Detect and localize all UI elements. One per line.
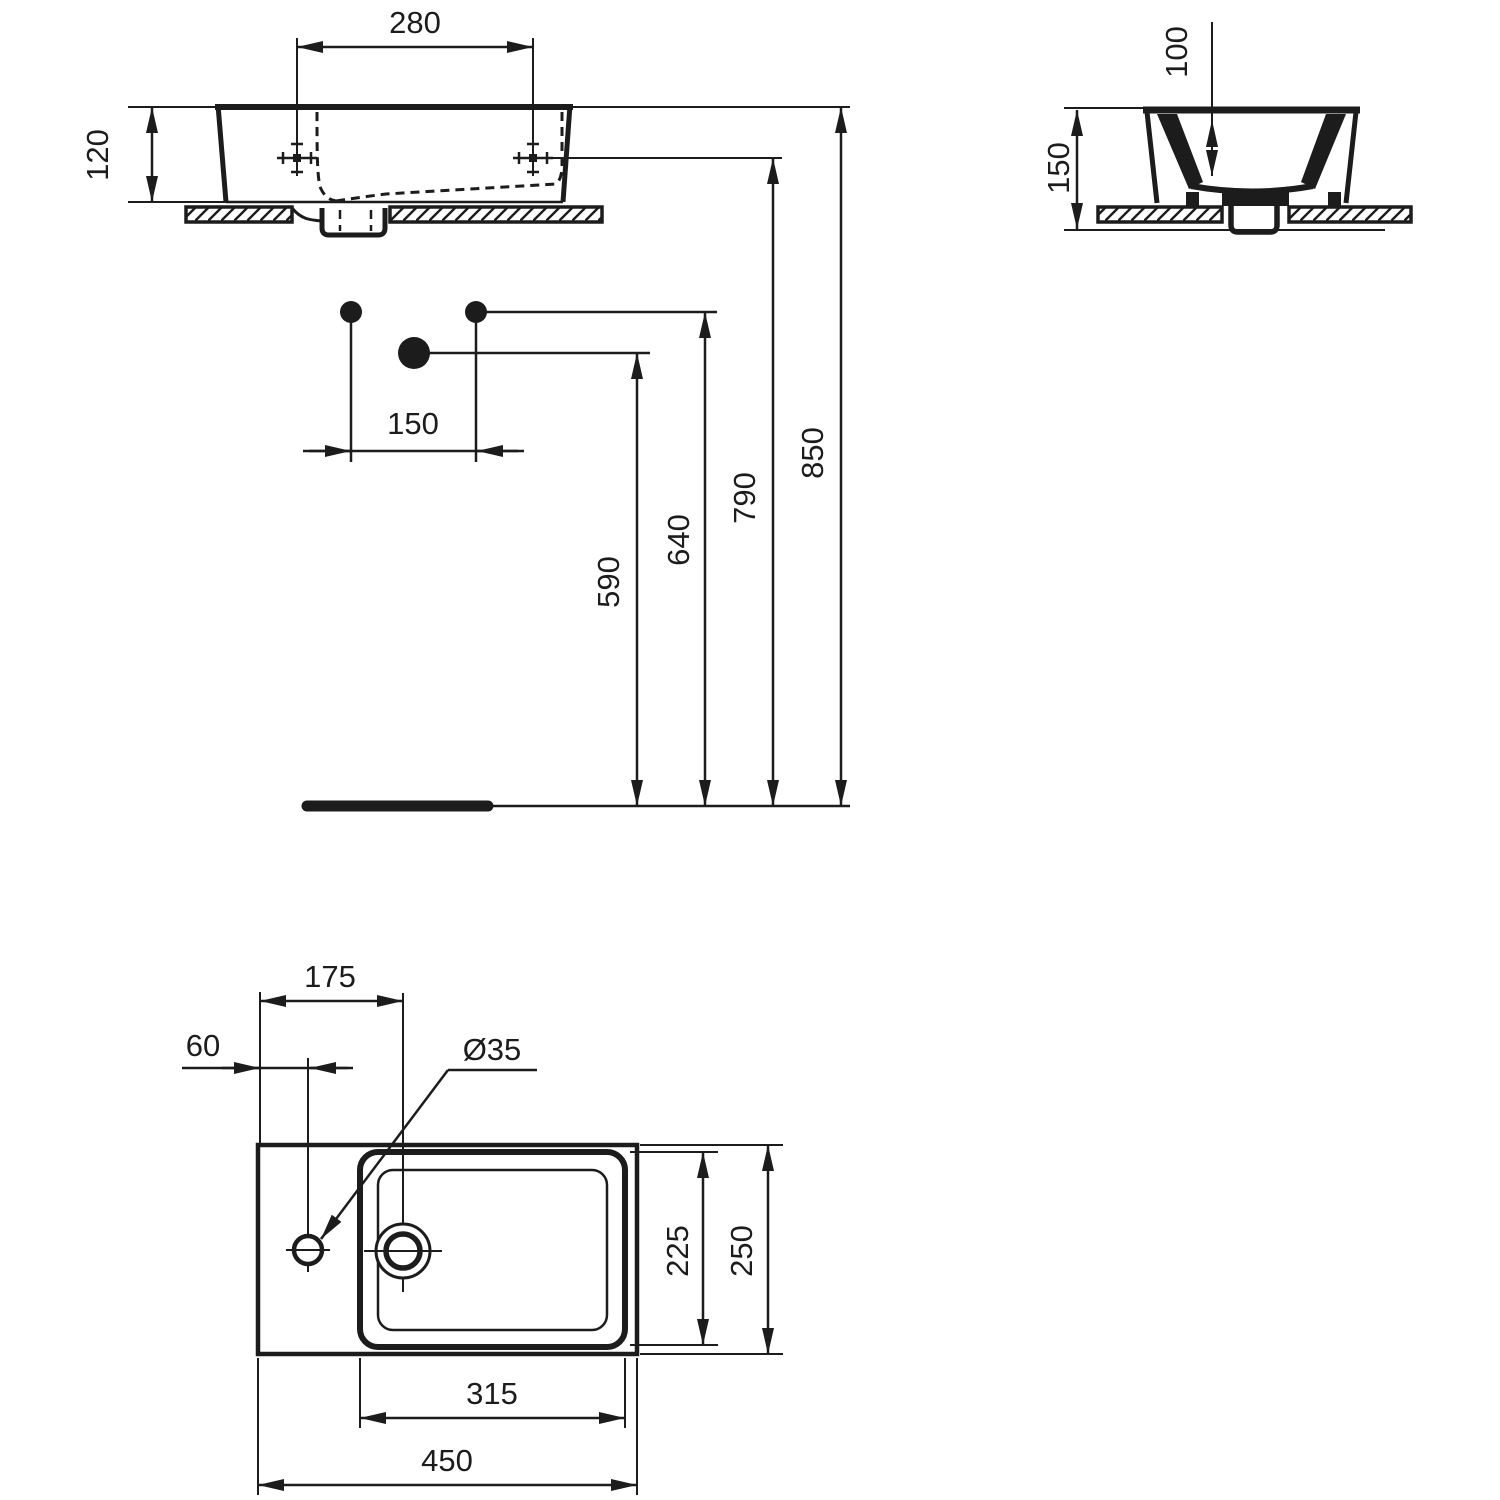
dim-280 — [297, 5, 533, 176]
up-arrowhead — [1206, 120, 1218, 147]
dim-225-label: 225 — [660, 1225, 695, 1277]
drain-trap — [1231, 206, 1277, 232]
bowl-bottom-curve — [1191, 186, 1313, 192]
dim-60 — [182, 1028, 353, 1068]
basin-right-wall — [563, 105, 570, 202]
dim-150-side-label: 150 — [1041, 142, 1076, 194]
basin-left-wall — [218, 105, 226, 202]
dim-850 — [795, 107, 841, 806]
dim-640 — [661, 312, 705, 806]
wall-hatch-left — [186, 207, 292, 222]
dim-590-label: 590 — [591, 556, 626, 608]
supply-point-left-dot — [340, 301, 362, 323]
hidden-bowl-bottom — [336, 184, 557, 201]
dim-790 — [727, 158, 773, 806]
dim-640-label: 640 — [661, 514, 696, 566]
bowl-wall-left — [1157, 114, 1203, 189]
drain-flange — [1222, 192, 1289, 206]
supply-point-right-dot — [465, 301, 487, 323]
dim-150-supplies — [303, 406, 524, 451]
dim-100-label: 100 — [1159, 26, 1194, 78]
dim-175 — [260, 959, 403, 1145]
dim-150-label: 150 — [387, 406, 439, 441]
drain-outlet-curve — [292, 208, 322, 221]
side-left-wall — [1147, 112, 1157, 203]
dim-dia35-label: Ø35 — [462, 1032, 522, 1067]
side-right-wall — [1346, 112, 1356, 203]
wall-hatch-right — [390, 207, 602, 222]
plan-view — [182, 959, 783, 1495]
drain-point-dot — [398, 337, 430, 369]
dim-120-label: 120 — [80, 129, 115, 181]
dim-120 — [80, 107, 226, 202]
hidden-bowl-left — [317, 112, 336, 201]
dim-450-label: 450 — [421, 1443, 473, 1478]
dim-175-label: 175 — [304, 959, 356, 994]
dim-280-label: 280 — [389, 5, 441, 40]
shelf-hatch-left — [1098, 207, 1222, 222]
bowl-wall-right — [1301, 114, 1346, 189]
dim-315 — [360, 1358, 625, 1428]
plan-drain — [364, 993, 442, 1292]
dim-450 — [258, 1358, 637, 1495]
side-view — [1041, 22, 1411, 232]
drain-trap-cup — [322, 208, 385, 235]
hidden-bowl-right — [556, 112, 562, 184]
dim-250-label: 250 — [724, 1225, 759, 1277]
dim-60-label: 60 — [185, 1028, 221, 1063]
dim-590 — [591, 353, 637, 806]
dim-225 — [630, 1152, 718, 1345]
dim-315-label: 315 — [466, 1376, 518, 1411]
shelf-hatch-right — [1289, 207, 1411, 222]
front-view — [80, 5, 602, 235]
dim-790-label: 790 — [727, 472, 762, 524]
dim-850-label: 850 — [795, 427, 830, 479]
